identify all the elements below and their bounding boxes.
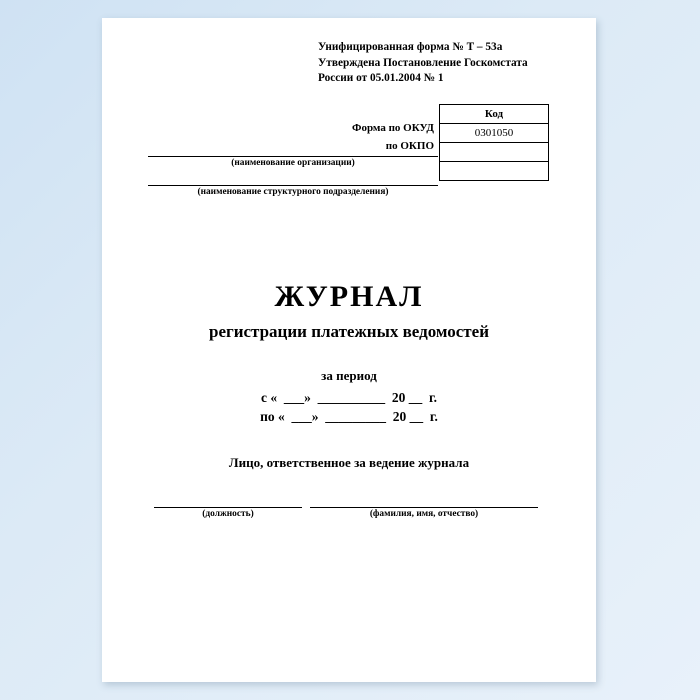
code-table-okud-value: 0301050 <box>440 124 548 143</box>
signature-position-caption: (должность) <box>202 509 254 519</box>
period-to-line: по « ___» _________ 20 __ г. <box>260 409 438 424</box>
code-table-extra-value <box>440 162 548 181</box>
signature-name-caption: (фамилия, имя, отчество) <box>369 509 479 519</box>
okud-label: Форма по ОКУД <box>352 122 434 134</box>
responsible-person-label: Лицо, ответственное за ведение журнала <box>228 455 470 470</box>
period-from-line: с « ___» __________ 20 __ г. <box>261 390 437 405</box>
form-header <box>318 40 528 87</box>
code-table-header: Код <box>440 105 548 124</box>
document-sheet <box>102 18 596 682</box>
form-header-line-1: Унифицированная форма № Т – 53а <box>318 41 503 53</box>
organization-name-rule <box>148 156 438 157</box>
structural-unit-rule <box>148 185 438 186</box>
page-title: ЖУРНАЛ <box>274 280 424 313</box>
period-label: за период <box>321 368 377 383</box>
structural-unit-caption: (наименование структурного подразделения) <box>197 187 389 197</box>
page-subtitle: регистрации платежных ведомостей <box>208 322 489 341</box>
document-body <box>102 18 596 682</box>
form-header-line-3: России от 05.01.2004 № 1 <box>318 72 444 84</box>
signature-position-rule <box>154 507 302 508</box>
form-header-line-2: Утверждена Постановление Госкомстата <box>318 56 528 69</box>
signature-name-rule <box>310 507 538 508</box>
okpo-label: по ОКПО <box>385 140 434 152</box>
code-table-okpo-value <box>440 143 548 162</box>
organization-name-caption: (наименование организации) <box>231 158 355 168</box>
code-table <box>439 104 549 181</box>
